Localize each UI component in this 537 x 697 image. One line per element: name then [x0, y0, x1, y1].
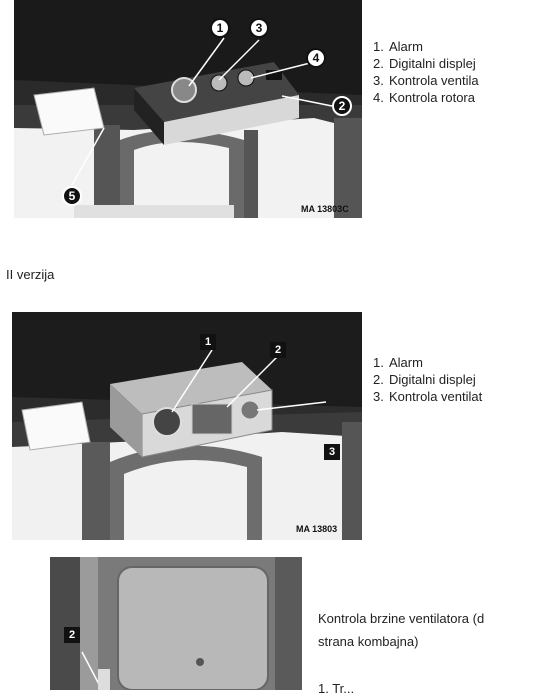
figure-code: MA 13803C — [301, 204, 349, 214]
legend-item: 1. Alarm — [373, 355, 423, 370]
callout-4: 4 — [306, 48, 326, 68]
callout-3: 3 — [249, 18, 269, 38]
legend-item: 2. Digitalni displej — [373, 56, 476, 71]
photo-monitor-version-1-image — [14, 0, 362, 218]
photo-fan-speed-control — [50, 557, 302, 690]
callout-2: 2 — [270, 342, 286, 358]
callout-3: 3 — [324, 444, 340, 460]
legend-item: 3. Kontrola ventilat — [373, 389, 483, 404]
legend-item: 3. Kontrola ventila — [373, 73, 479, 88]
section-heading: II verzija — [6, 267, 55, 282]
callout-2: 2 — [332, 96, 352, 116]
figure2-legend — [373, 354, 482, 405]
figure-code: MA 13803 — [296, 524, 338, 534]
figure1-legend — [373, 38, 479, 106]
photo-monitor-version-2 — [12, 312, 362, 540]
caption-line-1: Kontrola brzine ventilatora (d — [318, 611, 485, 626]
callout-2: 2 — [64, 627, 80, 643]
legend-item: 2. Digitalni displej — [373, 372, 476, 387]
caption-line-3: 1. Tr... — [318, 681, 355, 696]
photo-fan-speed-control-image — [50, 557, 302, 690]
legend-item: 1. Alarm — [373, 39, 423, 54]
legend-item: 4. Kontrola rotora — [373, 90, 475, 105]
photo-monitor-version-1 — [14, 0, 362, 218]
callout-1: 1 — [210, 18, 230, 38]
caption-line-2: strana kombajna) — [318, 634, 419, 649]
callout-1: 1 — [200, 334, 216, 350]
callout-5: 5 — [62, 186, 82, 206]
photo-monitor-version-2-image — [12, 312, 362, 540]
